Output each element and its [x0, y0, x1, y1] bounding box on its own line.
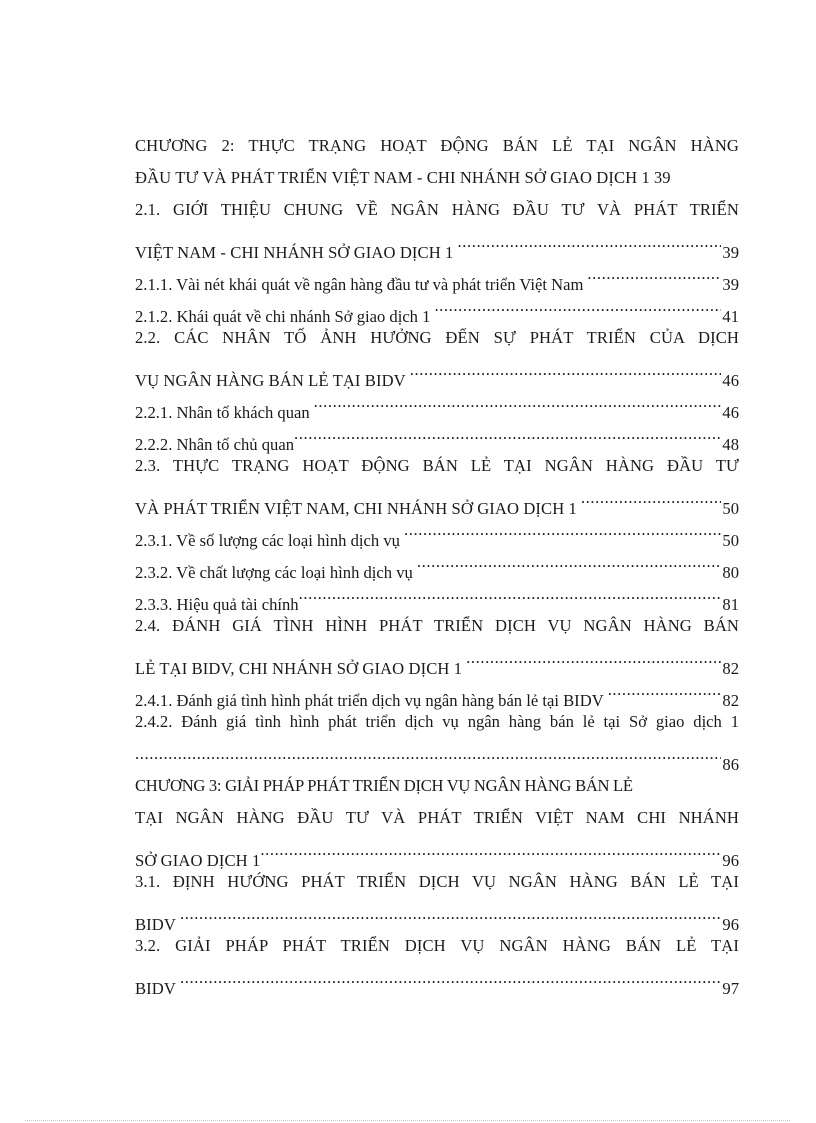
dot-leader — [180, 962, 721, 994]
dot-leader — [404, 514, 721, 546]
table-of-contents — [135, 130, 739, 998]
toc-page-number: 86 — [722, 755, 739, 774]
dot-leader — [608, 674, 722, 706]
toc-entry-text: 2.3.2. Về chất lượng các loại hình dịch vụ — [135, 563, 413, 582]
toc-entry-text: 2.3. THỰC TRẠNG HOẠT ĐỘNG BÁN LẺ TẠI NGÂN HÀNG ĐẦU TƯ — [135, 456, 739, 475]
toc-page-number: 46 — [722, 403, 739, 422]
dot-leader — [314, 386, 722, 418]
toc-entry-3-1[interactable] — [135, 866, 739, 934]
toc-page-number: 39 — [653, 168, 671, 187]
toc-page-number: 39 — [722, 243, 739, 262]
toc-entry-text: 2.1. GIỚI THIỆU CHUNG VỀ NGÂN HÀNG ĐẦU TƯ VÀ PHÁT TRIỂN — [135, 200, 739, 219]
dot-leader — [180, 898, 721, 930]
toc-entry-2-2[interactable] — [135, 322, 739, 390]
toc-entry-chapter-3[interactable] — [135, 770, 739, 870]
toc-entry-text: 2.2.2. Nhân tố chủ quan — [135, 435, 294, 454]
toc-entry-text: 2.4.1. Đánh giá tình hình phát triển dịch vụ ngân hàng bán lẻ tại BIDV — [135, 691, 604, 710]
toc-entry-text: BIDV — [135, 915, 176, 934]
toc-page-number: 41 — [722, 307, 739, 326]
toc-page-number: 50 — [722, 531, 739, 550]
toc-page-number: 96 — [722, 915, 739, 934]
toc-page-number: 46 — [722, 371, 739, 390]
toc-page-number: 39 — [722, 275, 739, 294]
toc-entry-text: TẠI NGÂN HÀNG ĐẦU TƯ VÀ PHÁT TRIỂN VIỆT NAM CHI NHÁNH — [135, 808, 739, 827]
dot-leader — [260, 834, 721, 866]
dot-leader — [410, 354, 722, 386]
toc-page-number: 82 — [722, 659, 739, 678]
dot-leader — [417, 546, 722, 578]
dot-leader — [294, 418, 721, 450]
toc-entry-text: 2.2. CÁC NHÂN TỐ ẢNH HƯỞNG ĐẾN SỰ PHÁT TRIỂN CỦA DỊCH — [135, 328, 739, 347]
toc-entry-text: ĐẦU TƯ VÀ PHÁT TRIỂN VIỆT NAM - CHI NHÁNH SỞ GIAO DỊCH 1 — [135, 168, 650, 187]
dot-leader — [135, 738, 721, 770]
toc-entry-text: 2.3.3. Hiệu quả tài chính — [135, 595, 299, 614]
toc-page-number: 48 — [722, 435, 739, 454]
toc-entry-2-4-2[interactable] — [135, 706, 739, 774]
toc-entry-text: LẺ TẠI BIDV, CHI NHÁNH SỞ GIAO DỊCH 1 — [135, 659, 463, 678]
toc-entry-text: SỞ GIAO DỊCH 1 — [135, 851, 261, 870]
toc-entry-text: VIỆT NAM - CHI NHÁNH SỞ GIAO DỊCH 1 — [135, 243, 454, 262]
toc-entry-2-3[interactable] — [135, 450, 739, 518]
toc-entry-chapter-2[interactable] — [135, 130, 739, 194]
toc-entry-text: 3.1. ĐỊNH HƯỚNG PHÁT TRIỂN DỊCH VỤ NGÂN HÀNG BÁN LẺ TẠI — [135, 872, 739, 891]
dot-leader — [581, 482, 721, 514]
dot-leader — [299, 578, 722, 610]
toc-entry-text: 2.1.1. Vài nét khái quát về ngân hàng đầu tư và phát triển Việt Nam — [135, 275, 584, 294]
toc-page-number: 80 — [722, 563, 739, 582]
toc-entry-text: CHƯƠNG 2: THỰC TRẠNG HOẠT ĐỘNG BÁN LẺ TẠI NGÂN HÀNG — [135, 136, 739, 155]
toc-entry-text: 2.1.2. Khái quát về chi nhánh Sở giao dịch 1 — [135, 307, 431, 326]
dot-leader — [466, 642, 721, 674]
toc-entry-3-2[interactable] — [135, 930, 739, 998]
toc-entry-text: VÀ PHÁT TRIỂN VIỆT NAM, CHI NHÁNH SỞ GIAO DỊCH 1 — [135, 499, 577, 518]
page-boundary-divider — [25, 1120, 790, 1121]
toc-entry-text: 2.2.1. Nhân tố khách quan — [135, 403, 310, 422]
toc-entry-text: 2.3.1. Về số lượng các loại hình dịch vụ — [135, 531, 400, 550]
toc-entry-text: 2.4. ĐÁNH GIÁ TÌNH HÌNH PHÁT TRIỂN DỊCH VỤ NGÂN HÀNG BÁN — [135, 616, 739, 635]
toc-entry-text: VỤ NGÂN HÀNG BÁN LẺ TẠI BIDV — [135, 371, 406, 390]
toc-entry-text: CHƯƠNG 3: GIẢI PHÁP PHÁT TRIỂN DỊCH VỤ NGÂN HÀNG BÁN LẺ — [135, 776, 633, 795]
toc-page-number: 96 — [722, 851, 739, 870]
dot-leader — [587, 258, 721, 290]
toc-page-number: 50 — [722, 499, 739, 518]
toc-entry-text: BIDV — [135, 979, 176, 998]
toc-page-number: 81 — [722, 595, 739, 614]
dot-leader — [457, 226, 721, 258]
toc-page-number: 82 — [722, 691, 739, 710]
toc-entry-2-1[interactable] — [135, 194, 739, 262]
toc-page-number: 97 — [722, 979, 739, 998]
toc-entry-text: 2.4.2. Đánh giá tình hình phát triển dịch vụ ngân hàng bán lẻ tại Sở giao dịch 1 — [135, 712, 739, 731]
dot-leader — [434, 290, 721, 322]
toc-entry-text: 3.2. GIẢI PHÁP PHÁT TRIỂN DỊCH VỤ NGÂN HÀNG BÁN LẺ TẠI — [135, 936, 739, 955]
toc-entry-2-4[interactable] — [135, 610, 739, 678]
